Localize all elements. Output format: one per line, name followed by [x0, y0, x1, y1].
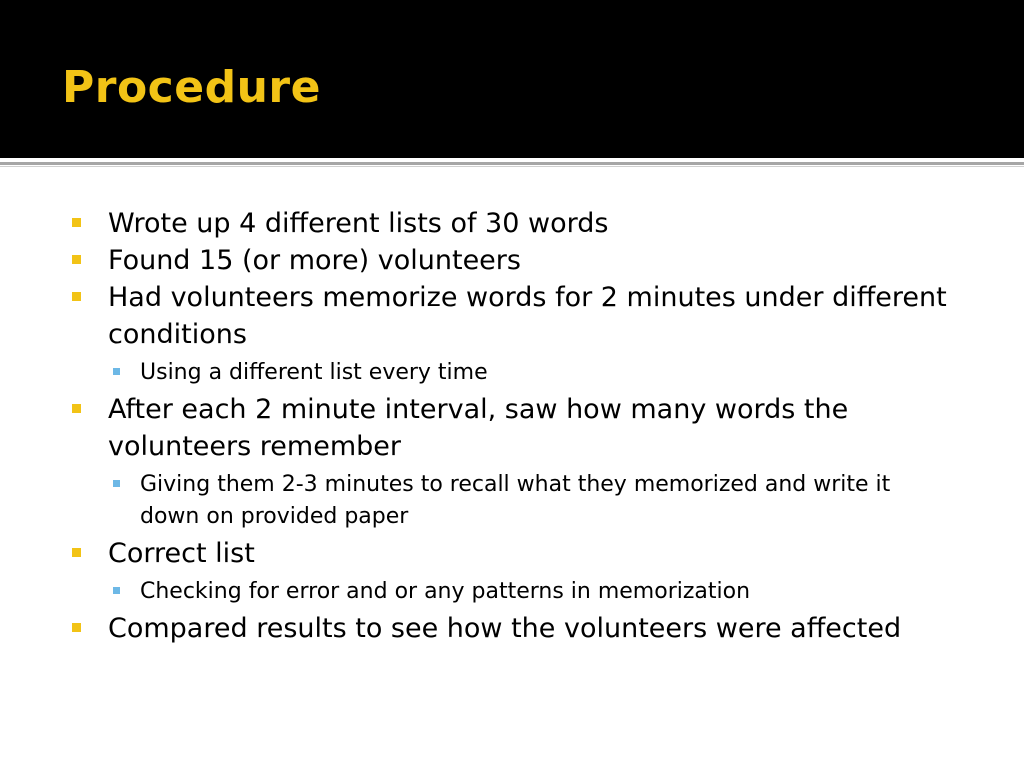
bullet-item [70, 242, 950, 279]
sub-bullet-item [70, 357, 950, 389]
bullet-text: Compared results to see how the volunteers were affected [108, 613, 902, 644]
title-divider [0, 162, 1024, 165]
bullet-text: Wrote up 4 different lists of 30 words [108, 208, 609, 239]
square-bullet-icon [72, 623, 81, 632]
sub-bullet-text: Checking for error and or any patterns in memorization [140, 579, 751, 604]
bullet-text: Had volunteers memorize words for 2 minutes under different conditions [108, 282, 947, 350]
sub-bullet-item [70, 576, 950, 608]
bullet-item [70, 391, 950, 465]
square-sub-bullet-icon [113, 480, 120, 487]
title-divider-thin [0, 166, 1024, 167]
sub-bullet-text: Giving them 2-3 minutes to recall what they memorized and write it down on provided paper [140, 472, 891, 529]
bullet-item [70, 205, 950, 242]
bullet-list [70, 205, 950, 647]
square-sub-bullet-icon [113, 587, 120, 594]
bullet-text: After each 2 minute interval, saw how many words the volunteers remember [108, 394, 849, 462]
square-bullet-icon [72, 255, 81, 264]
square-bullet-icon [72, 548, 81, 557]
sub-bullet-text: Using a different list every time [140, 360, 488, 385]
bullet-text: Correct list [108, 538, 255, 569]
square-bullet-icon [72, 404, 81, 413]
sub-bullet-item [70, 469, 950, 533]
square-sub-bullet-icon [113, 368, 120, 375]
bullet-text: Found 15 (or more) volunteers [108, 245, 521, 276]
square-bullet-icon [72, 218, 81, 227]
bullet-item [70, 535, 950, 572]
title-band [0, 0, 1024, 158]
slide-title: Procedure [62, 62, 321, 113]
square-bullet-icon [72, 292, 81, 301]
bullet-item [70, 610, 950, 647]
bullet-item [70, 279, 950, 353]
